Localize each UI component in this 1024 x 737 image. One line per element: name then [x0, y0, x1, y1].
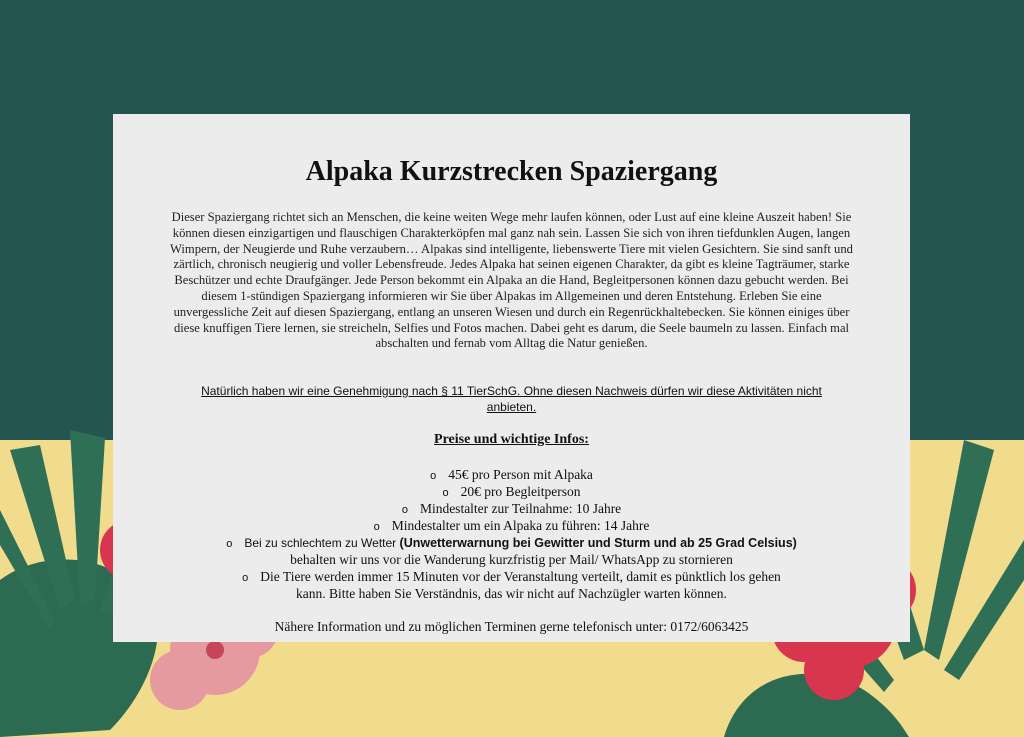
list-item-min-age-participation [113, 501, 910, 517]
list-item-min-age-leading [113, 518, 910, 534]
contact-text: Nähere Information und zu möglichen Terminen gerne telefonisch unter: 0172/6063425 [274, 619, 749, 634]
item-text: 45€ pro Person mit Alpaka [448, 467, 593, 482]
item-text: behalten wir uns vor die Wanderung kurzfristig per Mail/ WhatsApp zu stornieren [290, 552, 733, 567]
bullet-icon: o [442, 487, 449, 499]
intro-paragraph: Dieser Spaziergang richtet sich an Menschen, die keine weiten Wege mehr laufen können, oder Lust auf eine kleine Auszeit haben! Sie können diesen einzigartigen und flauschigen Charakterköpfen mal ganz nah sein. Lassen Sie sich von ihren tiefdunklen Augen, langen Wimpern, der Neugierde und Ruhe verzaubern… Alpakas sind intelligente, liebenswerte Tiere mit vielen Gesichtern. Sie sind sanft und zärtlich, chronisch neugierig und voller Lebensfreude. Jedes Alpaka hat seinen eigenen Charakter, da gibt es kleine Tagträumer, starke Beschützer und echte Draufgänger. Jede Person bekommt ein Alpaka an die Hand, Begleitpersonen können dazu gebucht werden. Bei diesem 1-stündigen Spaziergang informieren wir Sie über Alpakas im Allgemeinen und deren Entstehung. Erleben Sie eine unvergessliche Zeit auf diesen Spaziergang, entlang an unseren Wiesen und durch ein Regenrückhaltebecken. Sie können einiges über diese knuffigen Tiere lernen, sie streicheln, Selfies und Fotos machen. Dabei geht es darum, die Seele baumeln zu lassen. Einfach mal abschalten und fernab vom Alltag die Natur genießen. [170, 210, 853, 351]
list-item-distribution [113, 569, 910, 585]
list-item-price-companion [113, 484, 910, 500]
list-item-distribution-continued [113, 586, 910, 602]
list-item-price-alpaca [113, 467, 910, 483]
item-text: Mindestalter um ein Alpaka zu führen: 14 Jahre [391, 518, 650, 533]
weather-warning-text: (Unwetterwarnung bei Gewitter und Sturm und ab 25 Grad Celsius) [399, 536, 797, 550]
bullet-icon: o [430, 470, 437, 482]
list-item-weather-continued [113, 552, 910, 568]
item-text: kann. Bitte haben Sie Verständnis, das wir nicht auf Nachzügler warten können. [296, 586, 727, 601]
bullet-icon: o [373, 521, 380, 533]
contact-info [113, 619, 910, 635]
item-text: Mindestalter zur Teilnahme: 10 Jahre [419, 501, 622, 516]
page-title: Alpaka Kurzstrecken Spaziergang [305, 156, 718, 187]
bullet-icon: o [242, 572, 249, 584]
weather-text: Bei zu schlechtem zu Wetter [244, 536, 397, 550]
permit-notice: Natürlich haben wir eine Genehmigung nach § 11 TierSchG. Ohne diesen Nachweis dürfen wir diese Aktivitäten nicht anbieten. [201, 384, 822, 414]
list-item-weather [113, 535, 910, 551]
bullet-icon: o [401, 504, 408, 516]
item-text: Die Tiere werden immer 15 Minuten vor der Veranstaltung verteilt, damit es pünktlich los gehen [260, 569, 781, 584]
bullet-icon: o [226, 538, 233, 550]
info-card [113, 114, 910, 642]
item-text: 20€ pro Begleitperson [460, 484, 581, 499]
prices-heading: Preise und wichtige Infos: [434, 432, 589, 447]
